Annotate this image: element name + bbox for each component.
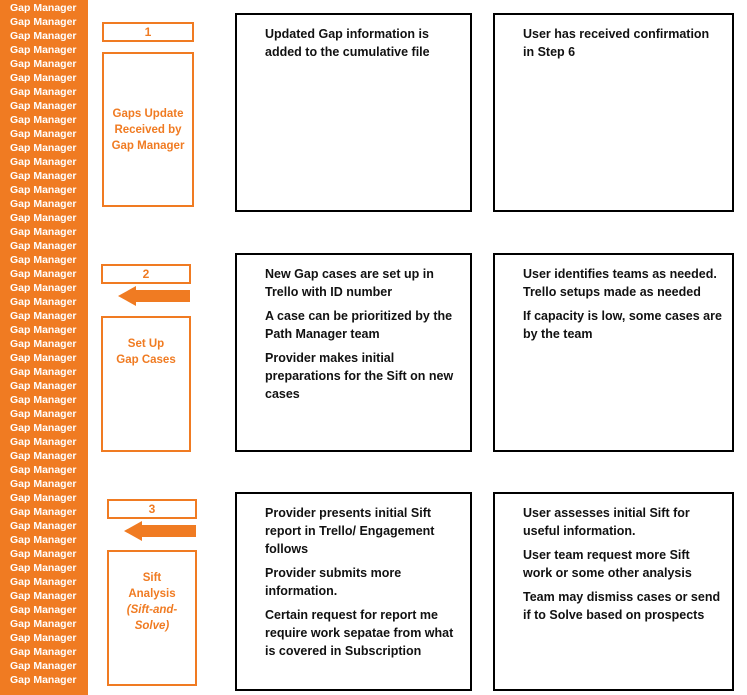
sidebar-label: Gap Manager xyxy=(10,254,77,266)
step-2-title xyxy=(101,316,191,452)
step-1-user-text: User has received confirmation in Step 6 xyxy=(523,27,710,59)
step-3-title xyxy=(107,550,197,686)
sidebar-label: Gap Manager xyxy=(10,646,77,658)
sidebar-label: Gap Manager xyxy=(10,212,77,224)
sidebar-label: Gap Manager xyxy=(10,436,77,448)
sidebar-label: Gap Manager xyxy=(10,310,77,322)
sidebar-label: Gap Manager xyxy=(10,268,77,280)
sidebar-label: Gap Manager xyxy=(10,30,77,42)
sidebar-label: Gap Manager xyxy=(10,128,77,140)
step-1-gap-manager-card xyxy=(235,13,472,212)
step-1-title-line: Received by xyxy=(114,123,182,136)
sidebar-label: Gap Manager xyxy=(10,240,77,252)
sidebar-label: Gap Manager xyxy=(10,506,77,518)
step-1-user-card xyxy=(493,13,734,212)
sidebar-label: Gap Manager xyxy=(10,296,77,308)
sidebar-label: Gap Manager xyxy=(10,562,77,574)
sidebar-label: Gap Manager xyxy=(10,618,77,630)
sidebar-label: Gap Manager xyxy=(10,114,77,126)
step-3-title-line: Analysis xyxy=(128,588,176,600)
sidebar-label: Gap Manager xyxy=(10,520,77,532)
step-2-left-arrow-icon xyxy=(118,285,190,307)
sidebar-label: Gap Manager xyxy=(10,44,77,56)
sidebar-label: Gap Manager xyxy=(10,534,77,546)
sidebar-label: Gap Manager xyxy=(10,86,77,98)
sidebar-label: Gap Manager xyxy=(10,338,77,350)
sidebar-gap-manager xyxy=(0,0,88,695)
step-2-title-line: Gap Cases xyxy=(116,354,176,366)
sidebar-label: Gap Manager xyxy=(10,394,77,406)
step-3-gap-text: Provider presents initial Sift report in Trello/ Engagement follows xyxy=(265,506,435,556)
sidebar-label: Gap Manager xyxy=(10,198,77,210)
step-3-left-arrow-icon xyxy=(124,520,196,542)
step-3-user-text: Team may dismiss cases or send if to Solve based on prospects xyxy=(523,590,721,622)
sidebar-label: Gap Manager xyxy=(10,184,77,196)
step-1-title xyxy=(102,52,194,207)
sidebar-label: Gap Manager xyxy=(10,478,77,490)
sidebar-label: Gap Manager xyxy=(10,58,77,70)
sidebar-label: Gap Manager xyxy=(10,422,77,434)
step-1-title-line: Gap Manager xyxy=(111,139,185,152)
sidebar-label: Gap Manager xyxy=(10,100,77,112)
sidebar-label: Gap Manager xyxy=(10,156,77,168)
step-2-gap-text: New Gap cases are set up in Trello with ID number xyxy=(265,267,434,299)
sidebar-label: Gap Manager xyxy=(10,2,77,14)
step-2-gap-manager-card xyxy=(235,253,472,452)
step-3-title-italic-line: Solve) xyxy=(134,620,170,632)
sidebar-label: Gap Manager xyxy=(10,352,77,364)
sidebar-label: Gap Manager xyxy=(10,660,77,672)
sidebar-label: Gap Manager xyxy=(10,464,77,476)
sidebar-label: Gap Manager xyxy=(10,604,77,616)
step-3-title-italic-line: (Sift-and- xyxy=(126,604,178,616)
sidebar-label: Gap Manager xyxy=(10,170,77,182)
step-3-user-card xyxy=(493,492,734,691)
step-3-user-text: User team request more Sift work or some other analysis xyxy=(523,548,692,580)
sidebar-label: Gap Manager xyxy=(10,72,77,84)
step-2-user-card xyxy=(493,253,734,452)
step-2-user-text: User identifies teams as needed. Trello setups made as needed xyxy=(523,267,717,299)
step-2-number: 2 xyxy=(101,264,191,284)
sidebar-label: Gap Manager xyxy=(10,590,77,602)
sidebar-label: Gap Manager xyxy=(10,324,77,336)
sidebar-label: Gap Manager xyxy=(10,380,77,392)
step-2-user-text: If capacity is low, some cases are by the team xyxy=(523,309,722,341)
step-1-gap-text: Updated Gap information is added to the cumulative file xyxy=(265,27,430,59)
sidebar-label: Gap Manager xyxy=(10,576,77,588)
step-1-title-line: Gaps Update xyxy=(112,107,184,120)
step-1-number: 1 xyxy=(102,22,194,42)
sidebar-label: Gap Manager xyxy=(10,492,77,504)
sidebar-label: Gap Manager xyxy=(10,450,77,462)
sidebar-label: Gap Manager xyxy=(10,408,77,420)
step-2-gap-text: A case can be prioritized by the Path Manager team xyxy=(265,309,453,341)
sidebar-label: Gap Manager xyxy=(10,366,77,378)
sidebar-label: Gap Manager xyxy=(10,226,77,238)
step-3-user-text: User assesses initial Sift for useful information. xyxy=(523,506,690,538)
sidebar-label: Gap Manager xyxy=(10,282,77,294)
step-3-gap-manager-card xyxy=(235,492,472,691)
sidebar-label: Gap Manager xyxy=(10,632,77,644)
sidebar-label: Gap Manager xyxy=(10,142,77,154)
step-3-title-line: Sift xyxy=(142,572,162,584)
sidebar-label: Gap Manager xyxy=(10,548,77,560)
step-3-number: 3 xyxy=(107,499,197,519)
sidebar-label: Gap Manager xyxy=(10,16,77,28)
step-2-title-line: Set Up xyxy=(127,338,165,350)
step-2-gap-text: Provider makes initial preparations for the Sift on new cases xyxy=(265,351,454,401)
step-3-gap-text: Certain request for report me require work sepatae from what is covered in Subscription xyxy=(265,608,454,658)
step-3-gap-text: Provider submits more information. xyxy=(265,566,402,598)
sidebar-label: Gap Manager xyxy=(10,674,77,686)
